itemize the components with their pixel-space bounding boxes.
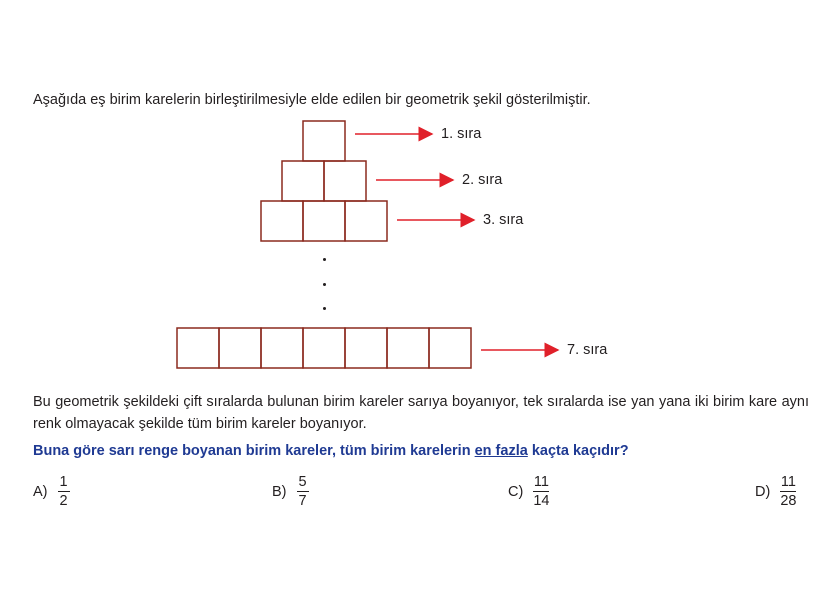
choice-a-numerator: 1	[59, 474, 68, 490]
choice-a-letter: A)	[33, 483, 48, 500]
choice-a[interactable]	[33, 474, 70, 509]
choice-a-fraction	[58, 474, 70, 509]
choice-b-letter: B)	[272, 483, 287, 500]
ellipsis-dot-3	[323, 307, 326, 310]
choice-b-fraction	[297, 474, 309, 509]
row2-square-2	[324, 161, 366, 201]
row7-square-7	[429, 328, 471, 368]
row1-square-1	[303, 121, 345, 161]
ellipsis-dot-2	[323, 283, 326, 286]
choice-b-numerator: 5	[298, 474, 307, 490]
choice-a-denominator: 2	[59, 493, 68, 509]
row3-label: 3. sıra	[483, 212, 524, 228]
choice-c-numerator: 11	[533, 474, 549, 490]
intro-text: Aşağıda eş birim karelerin birleştirilmesiyle elde edilen bir geometrik şekil gösterilmiştir.	[33, 92, 591, 108]
question-before: Buna göre sarı renge boyanan birim kareler, tüm birim karelerin	[33, 443, 475, 459]
row7-square-6	[387, 328, 429, 368]
row7-label: 7. sıra	[567, 342, 608, 358]
row1-label: 1. sıra	[441, 126, 482, 142]
choice-c-letter: C)	[508, 483, 524, 500]
choice-c[interactable]	[508, 474, 549, 509]
question-highlight: en fazla	[474, 443, 528, 459]
row7-square-2	[219, 328, 261, 368]
row7-square-5	[345, 328, 387, 368]
row7-square-4	[303, 328, 345, 368]
row7-square-3	[261, 328, 303, 368]
choice-c-fraction	[533, 474, 549, 509]
choice-d-letter: D)	[755, 483, 771, 500]
row7-square-1	[177, 328, 219, 368]
question-after: kaçta kaçıdır?	[527, 443, 629, 459]
row3-square-3	[345, 201, 387, 241]
choice-d-numerator: 11	[780, 474, 796, 490]
row3-square-2	[303, 201, 345, 241]
question-text	[33, 443, 629, 459]
choice-d-denominator: 28	[780, 493, 797, 509]
choice-d[interactable]	[755, 474, 796, 509]
choice-d-fraction	[780, 474, 796, 509]
choice-b[interactable]	[272, 474, 309, 509]
row3-square-1	[261, 201, 303, 241]
ellipsis-dot-1	[323, 258, 326, 261]
choice-b-denominator: 7	[298, 493, 307, 509]
row2-label: 2. sıra	[462, 172, 503, 188]
row2-square-1	[282, 161, 324, 201]
problem-paragraph: Bu geometrik şekildeki çift sıralarda bulunan birim kareler sarıya boyanıyor, tek sıralarda ise yan yana iki birim kare aynı renk olmayacak şekilde tüm birim kareler boyanıyor.	[33, 394, 809, 432]
choice-c-denominator: 14	[533, 493, 550, 509]
